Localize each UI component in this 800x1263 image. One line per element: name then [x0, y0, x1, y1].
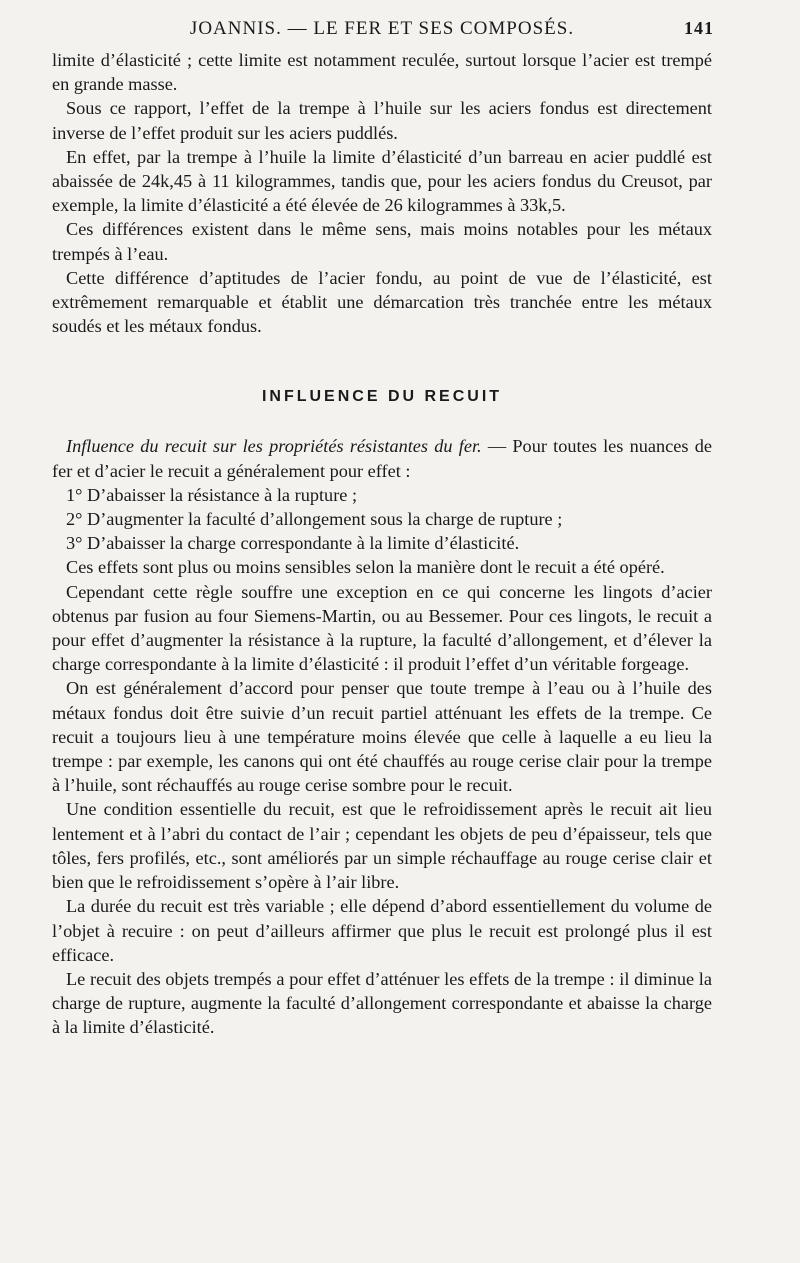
intro-paragraph	[52, 434, 712, 482]
paragraph: limite d’élasticité ; cette limite est notamment reculée, surtout lorsque l’acier est trempé en grande masse.	[52, 50, 712, 95]
paragraph: Sous ce rapport, l’effet de la trempe à l’huile sur les aciers fondus est directement inverse de l’effet produit sur les aciers puddlés.	[52, 98, 712, 143]
list-item: 3° D’abaisser la charge correspondante à la limite d’élasticité.	[66, 533, 520, 554]
document-page	[52, 18, 712, 1040]
effects-list	[52, 483, 712, 556]
paragraph: Ces différences existent dans le même sens, mais moins notables pour les métaux trempés à l’eau.	[52, 219, 712, 264]
section-title: INFLUENCE DU RECUIT	[261, 388, 503, 406]
page-number: 141	[684, 18, 714, 38]
paragraph: Le recuit des objets trempés a pour effet d’atténuer les effets de la trempe : il diminue la charge de rupture, augmente la faculté d’allongement correspondante et abaisse la charge à la limite d’élasticité.	[52, 968, 712, 1038]
intro-italic-heading: Influence du recuit sur les propriétés résistantes du fer.	[66, 436, 482, 457]
intro-text: — Pour toutes les nuances de fer et d’acier le recuit a généralement pour effet :	[52, 436, 712, 481]
paragraph: Cependant cette règle souffre une exception en ce qui concerne les lingots d’acier obtenus par fusion au four Siemens-Martin, ou au Bessemer. Pour ces lingots, le recuit a pour effet d’augmenter la résistance à la rupture, la faculté d’allongement, et d’élever la charge correspondante à la limite d’élasticité : il produit l’effet d’un véritable forgeage.	[52, 581, 712, 675]
list-item: 2° D’augmenter la faculté d’allongement sous la charge de rupture ;	[66, 509, 563, 530]
paragraph: La durée du recuit est très variable ; elle dépend d’abord essentiellement du volume de l’objet à recuire : on peut d’ailleurs affirmer que plus le recuit est prolongé plus il est efficace.	[52, 896, 712, 965]
paragraph: On est généralement d’accord pour penser que toute trempe à l’eau ou à l’huile des métaux fondus doit être suivie d’un recuit partiel atténuant les effets de la trempe. Ce recuit a toujours lieu à une température moins élevée que celle à laquelle a eu lieu la trempe : par exemple, les canons qui ont été chauffés au rouge cerise clair pour la trempe à l’huile, sont réchauffés au rouge cerise sombre pour le recuit.	[52, 678, 712, 796]
paragraph: Ces effets sont plus ou moins sensibles selon la manière dont le recuit a été opéré.	[66, 557, 665, 578]
paragraph: En effet, par la trempe à l’huile la limite d’élasticité d’un barreau en acier puddlé est abaissée de 24k,45 à 11 kilogrammes, tandis que, pour les aciers fondus du Creusot, par exemple, la limite d’élasticité a été élevée de 26 kilogrammes à 33k,5.	[52, 146, 712, 216]
paragraph: Une condition essentielle du recuit, est que le refroidissement après le recuit ait lieu lentement et à l’abri du contact de l’air ; cependant les objets de peu d’épaisseur, tels que tôles, fers profilés, etc., sont améliorés par un simple réchauffage au rouge cerise clair et bien que le refroidissement s’opère à l’air libre.	[52, 799, 712, 893]
running-header	[52, 18, 712, 48]
paragraph: Cette différence d’aptitudes de l’acier fondu, au point de vue de l’élasticité, est extrêmement remarquable et établit une démarcation très tranchée entre les métaux soudés et les métaux fondus.	[52, 267, 712, 337]
running-title: JOANNIS. — LE FER ET SES COMPOSÉS.	[189, 18, 575, 39]
list-item: 1° D’abaisser la résistance à la rupture ;	[66, 484, 358, 505]
